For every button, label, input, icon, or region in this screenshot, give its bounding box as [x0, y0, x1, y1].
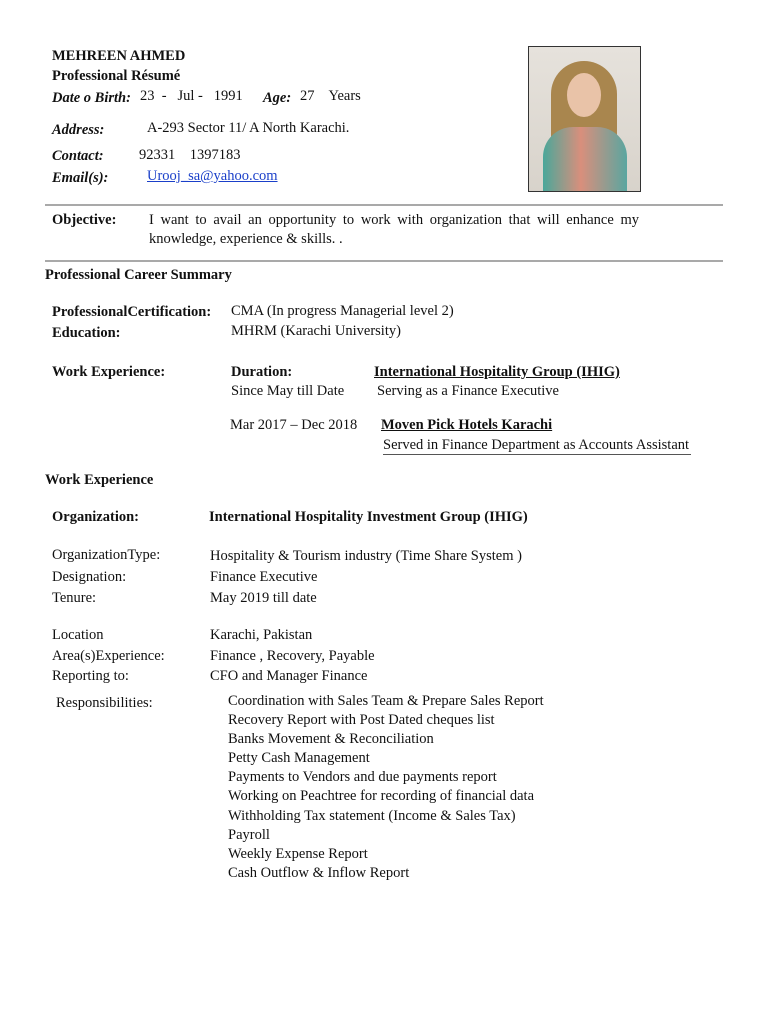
list-item: Working on Peachtree for recording of financial data — [228, 788, 535, 805]
address-value: A-293 Sector 11/ A North Karachi. — [147, 120, 350, 136]
org-type-label: OrganizationType: — [52, 547, 161, 563]
organization-value: International Hospitality Investment Group (IHIG) — [209, 509, 528, 525]
objective-label: Objective: — [52, 212, 117, 228]
list-item: Payments to Vendors and due payments report — [228, 769, 497, 786]
divider-top — [45, 204, 723, 206]
job1-company: International Hospitality Group (IHIG) — [374, 364, 620, 380]
org-type-value: Hospitality & Tourism industry (Time Share System ) — [210, 548, 522, 564]
designation-label: Designation: — [52, 569, 127, 585]
list-item: Recovery Report with Post Dated cheques list — [228, 712, 495, 729]
list-item: Coordination with Sales Team & Prepare Sales Report — [228, 693, 544, 709]
certification-label: ProfessionalCertification: — [52, 304, 212, 320]
contact-label: Contact: — [52, 148, 104, 164]
divider-objective — [45, 260, 723, 262]
dob-value: 23 - Jul - 1991 — [140, 88, 243, 104]
tenure-label: Tenure: — [52, 590, 97, 606]
section-heading-work-experience: Work Experience — [45, 472, 154, 488]
address-label: Address: — [52, 122, 105, 138]
age-value: 27 Years — [300, 88, 361, 104]
job2-role: Served in Finance Department as Accounts Assistant — [383, 437, 690, 453]
candidate-name: MEHREEN AHMED — [52, 48, 186, 64]
resume-subtitle: Professional Résumé — [52, 68, 181, 84]
job1-role: Serving as a Finance Executive — [377, 383, 559, 399]
designation-value: Finance Executive — [210, 569, 318, 585]
job2-duration: Mar 2017 – Dec 2018 — [230, 417, 358, 433]
area-experience-value: Finance , Recovery, Payable — [210, 648, 375, 664]
reporting-value: CFO and Manager Finance — [210, 668, 368, 684]
objective-line-2: knowledge, experience & skills. . — [149, 231, 343, 247]
responsibilities-list — [228, 692, 544, 883]
duration-label: Duration: — [231, 364, 293, 380]
list-item: Withholding Tax statement (Income & Sales Tax) — [228, 807, 516, 824]
job2-company: Moven Pick Hotels Karachi — [381, 417, 553, 433]
responsibilities-label: Responsibilities: — [56, 695, 153, 711]
objective-line-1: I want to avail an opportunity to work with organization that will enhance my — [149, 212, 639, 228]
list-item: Payroll — [228, 826, 270, 843]
location-value: Karachi, Pakistan — [210, 627, 313, 643]
profile-photo — [528, 46, 641, 192]
reporting-label: Reporting to: — [52, 668, 129, 684]
age-label: Age: — [263, 90, 292, 106]
certification-value: CMA (In progress Managerial level 2) — [231, 303, 454, 319]
contact-value: 92331 1397183 — [139, 147, 241, 163]
list-item: Cash Outflow & Inflow Report — [228, 864, 410, 881]
location-label: Location — [52, 627, 104, 643]
list-item: Banks Movement & Reconciliation — [228, 731, 434, 748]
organization-label: Organization: — [52, 509, 139, 525]
email-label: Email(s): — [52, 170, 109, 186]
email-link[interactable]: Urooj_sa@yahoo.com — [147, 168, 278, 184]
list-item: Petty Cash Management — [228, 750, 370, 767]
job1-duration: Since May till Date — [231, 383, 345, 399]
area-experience-label: Area(s)Experience: — [52, 648, 165, 664]
section-heading-career-summary: Professional Career Summary — [45, 267, 232, 283]
work-experience-label: Work Experience: — [52, 364, 166, 380]
dob-label: Date o Birth: — [52, 90, 131, 106]
tenure-value: May 2019 till date — [210, 590, 317, 606]
education-label: Education: — [52, 325, 121, 341]
list-item: Weekly Expense Report — [228, 845, 368, 862]
education-value: MHRM (Karachi University) — [231, 323, 401, 339]
